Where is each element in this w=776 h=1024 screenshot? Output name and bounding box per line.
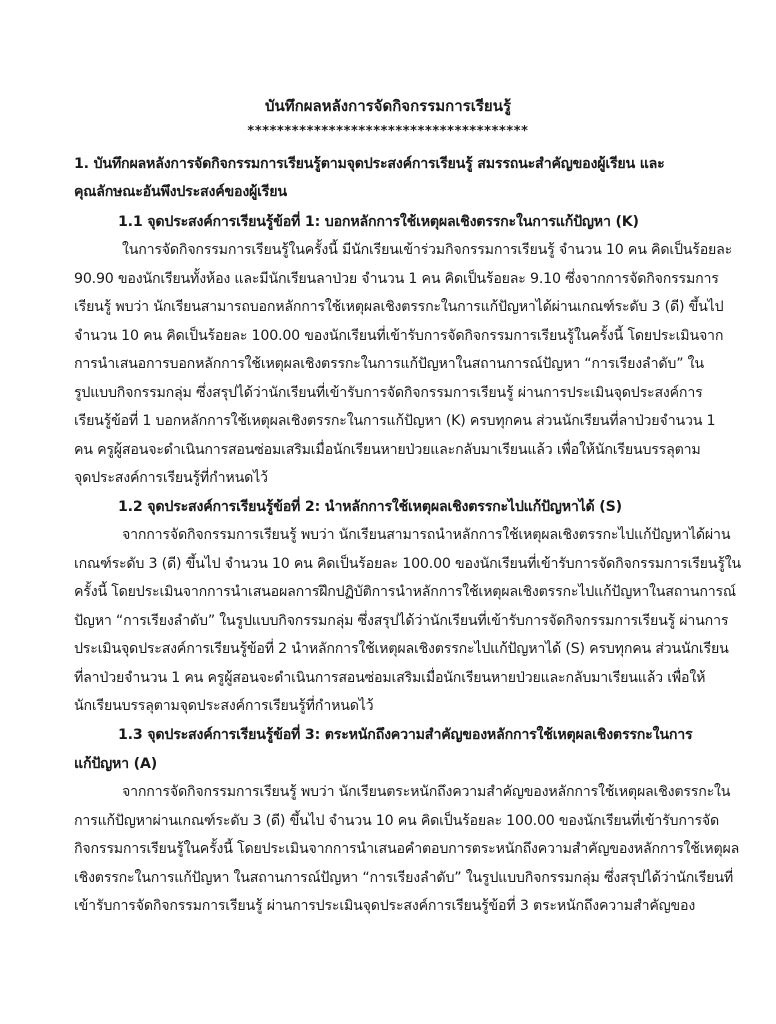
subsection-heading-1-3: แก้ปัญหา (A)	[74, 756, 158, 772]
paragraph-line: นักเรียนบรรลุตามจุดประสงค์การเรียนรู้ที่กำหนดไว้	[74, 698, 374, 714]
paragraph-line: คน ครูผู้สอนจะดำเนินการสอนซ่อมเสริมเมื่อนักเรียนหายป่วยและกลับมาเรียนแล้ว เพื่อให้นักเรียนบรรลุตาม	[74, 442, 701, 458]
paragraph-line: จากการจัดกิจกรรมการเรียนรู้ พบว่า นักเรียนตระหนักถึงความสำคัญของหลักการใช้เหตุผลเชิงตรรกะใน	[122, 784, 731, 800]
paragraph-line: เกณฑ์ระดับ 3 (ดี) ขึ้นไป จำนวน 10 คน คิดเป็นร้อยละ 100.00 ของนักเรียนที่เข้ารับการจัดกิจกรรมการเรียนรู้ใน	[74, 556, 741, 572]
paragraph-line: 90.90 ของนักเรียนทั้งห้อง และมีนักเรียนลาป่วย จำนวน 1 คน คิดเป็นร้อยละ 9.10 ซึ่งจากการจัดกิจกรรมการ	[74, 271, 719, 287]
section-heading: คุณลักษณะอันพึงประสงค์ของผู้เรียน	[74, 184, 287, 200]
paragraph-line: จุดประสงค์การเรียนรู้ที่กำหนดไว้	[74, 470, 268, 486]
paragraph-line: ในการจัดกิจกรรมการเรียนรู้ในครั้งนี้ มีนักเรียนเข้าร่วมกิจกรรมการเรียนรู้ จำนวน 10 คน คิดเป็นร้อยละ	[122, 242, 733, 258]
paragraph-line: ครั้งนี้ โดยประเมินจากการนำเสนอผลการฝึกปฏิบัติการนำหลักการใช้เหตุผลเชิงตรรกะไปแก้ปัญหาในสถานการณ์	[74, 584, 736, 600]
paragraph-line: การนำเสนอการบอกหลักการใช้เหตุผลเชิงตรรกะในการแก้ปัญหาในสถานการณ์ปัญหา “การเรียงลำดับ” ใน	[74, 356, 704, 372]
paragraph-line: เรียนรู้ พบว่า นักเรียนสามารถบอกหลักการใช้เหตุผลเชิงตรรกะในการแก้ปัญหาได้ผ่านเกณฑ์ระดับ 3 (ดี) ขึ้นไป	[74, 299, 724, 315]
paragraph-line: ปัญหา “การเรียงลำดับ” ในรูปแบบกิจกรรมกลุ่ม ซึ่งสรุปได้ว่านักเรียนที่เข้ารับการจัดกิจกรรมการเรียนรู้ ผ่านการ	[74, 613, 729, 629]
section-heading: 1. บันทึกผลหลังการจัดกิจกรรมการเรียนรู้ตามจุดประสงค์การเรียนรู้ สมรรถนะสำคัญของผู้เรียน และ	[74, 156, 665, 172]
subsection-heading-1-1: 1.1 จุดประสงค์การเรียนรู้ข้อที่ 1: บอกหลักการใช้เหตุผลเชิงตรรกะในการแก้ปัญหา (K)	[118, 214, 639, 230]
separator: **************************************	[247, 124, 529, 139]
document-title: บันทึกผลหลังการจัดกิจกรรมการเรียนรู้	[264, 97, 512, 115]
paragraph-line: จำนวน 10 คน คิดเป็นร้อยละ 100.00 ของนักเรียนที่เข้ารับการจัดกิจกรรมการเรียนรู้ในครั้งนี้ โดยประเมินจาก	[74, 328, 724, 344]
paragraph-line: กิจกรรมการเรียนรู้ในครั้งนี้ โดยประเมินจากการนำเสนอคำตอบการตระหนักถึงความสำคัญของหลักการใช้เหตุผล	[74, 841, 740, 857]
paragraph-line: รูปแบบกิจกรรมกลุ่ม ซึ่งสรุปได้ว่านักเรียนที่เข้ารับการจัดกิจกรรมการเรียนรู้ ผ่านการประเมินจุดประสงค์การ	[74, 385, 703, 401]
paragraph-line: เข้ารับการจัดกิจกรรมการเรียนรู้ ผ่านการประเมินจุดประสงค์การเรียนรู้ข้อที่ 3 ตระหนักถึงความสำคัญของ	[74, 898, 696, 914]
paragraph-line: เรียนรู้ข้อที่ 1 บอกหลักการใช้เหตุผลเชิงตรรกะในการแก้ปัญหา (K) ครบทุกคน ส่วนนักเรียนที่ลาป่วยจำนวน 1	[74, 413, 716, 429]
paragraph-line: ประเมินจุดประสงค์การเรียนรู้ข้อที่ 2 นำหลักการใช้เหตุผลเชิงตรรกะไปแก้ปัญหาได้ (S) ครบทุกคน ส่วนนักเรียน	[74, 641, 729, 657]
paragraph-line: จากการจัดกิจกรรมการเรียนรู้ พบว่า นักเรียนสามารถนำหลักการใช้เหตุผลเชิงตรรกะไปแก้ปัญหาได้ผ่าน	[122, 527, 731, 543]
subsection-heading-1-2: 1.2 จุดประสงค์การเรียนรู้ข้อที่ 2: นำหลักการใช้เหตุผลเชิงตรรกะไปแก้ปัญหาได้ (S)	[118, 499, 622, 515]
paragraph-line: การแก้ปัญหาผ่านเกณฑ์ระดับ 3 (ดี) ขึ้นไป จำนวน 10 คน คิดเป็นร้อยละ 100.00 ของนักเรียนที่เข้ารับการจัด	[74, 813, 720, 829]
paragraph-line: ที่ลาป่วยจำนวน 1 คน ครูผู้สอนจะดำเนินการสอนซ่อมเสริมเมื่อนักเรียนหายป่วยและกลับมาเรียนแล้ว เพื่อให้	[74, 670, 706, 686]
subsection-heading-1-3: 1.3 จุดประสงค์การเรียนรู้ข้อที่ 3: ตระหนักถึงความสำคัญของหลักการใช้เหตุผลเชิงตรรกะในการ	[118, 727, 693, 743]
paragraph-line: เชิงตรรกะในการแก้ปัญหา ในสถานการณ์ปัญหา “การเรียงลำดับ” ในรูปแบบกิจกรรมกลุ่ม ซึ่งสรุปได้ว่านักเรียนที่	[74, 870, 733, 886]
